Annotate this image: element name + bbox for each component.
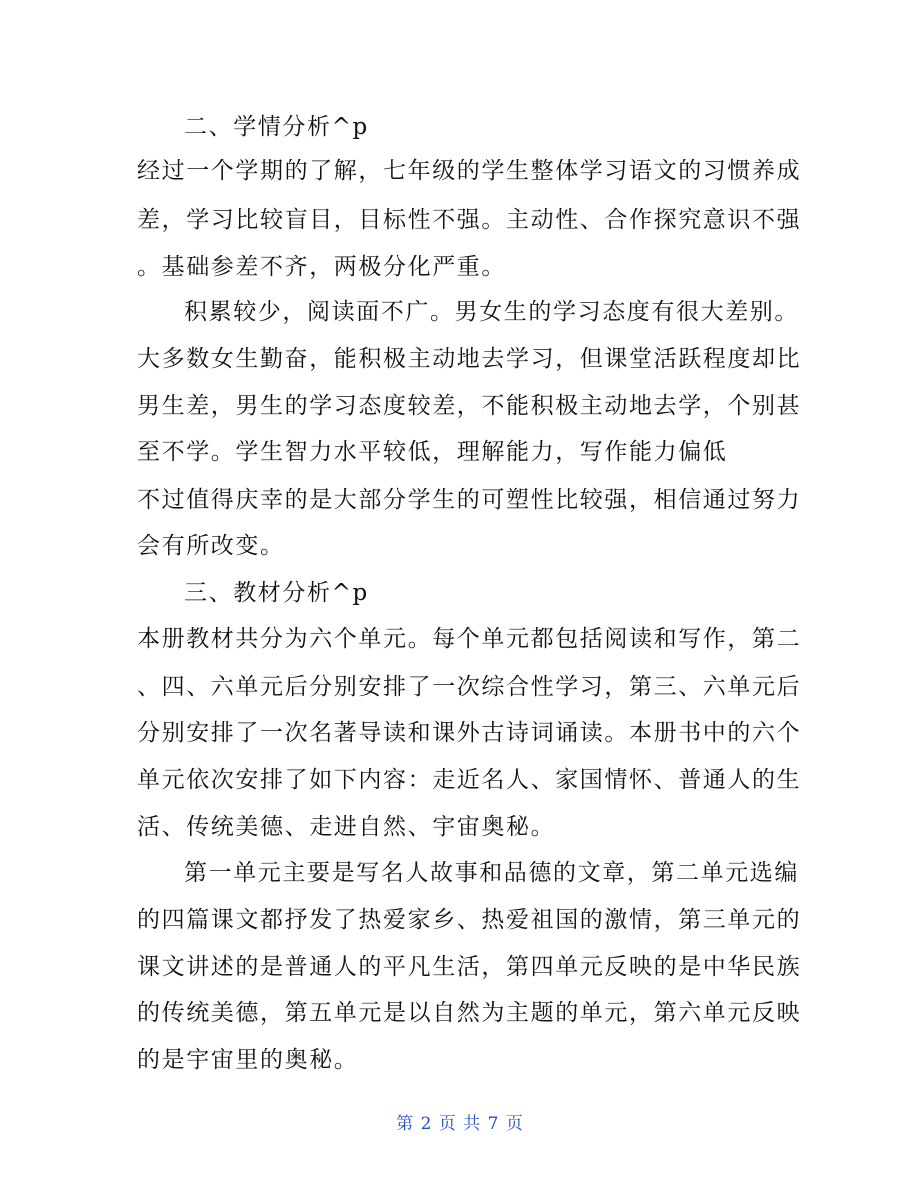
text-line: 大多数女生勤奋，能积极主动地去学习，但课堂活跃程度却比 <box>137 346 802 372</box>
text-line: 会有所改变。 <box>137 533 285 559</box>
text-line: 积累较少，阅读面不广。男女生的学习态度有很大差别。 <box>184 299 799 325</box>
text-line: 本册教材共分为六个单元。每个单元都包括阅读和写作，第二 <box>137 626 802 652</box>
page-number-footer: 第 2 页 共 7 页 <box>396 1114 524 1134</box>
section-heading-learning-analysis: 二、学情分析^p <box>184 114 369 140</box>
text-line: 分别安排了一次名著导读和课外古诗词诵读。本册书中的六个 <box>137 720 802 746</box>
text-line: 至不学。学生智力水平较低，理解能力，写作能力偏低 <box>137 439 728 465</box>
text-line: 经过一个学期的了解，七年级的学生整体学习语文的习惯养成 <box>137 158 802 184</box>
text-line: 的四篇课文都抒发了热爱家乡、热爱祖国的激情，第三单元的 <box>137 907 802 933</box>
text-line: 男生差，男生的学习态度较差，不能积极主动地去学，个别甚 <box>137 393 802 419</box>
section-heading-textbook-analysis: 三、教材分析^p <box>184 580 369 606</box>
text-line: 活、传统美德、走进自然、宇宙奥秘。 <box>137 814 556 840</box>
text-line: 单元依次安排了如下内容：走近名人、家国情怀、普通人的生 <box>137 767 802 793</box>
text-line: 的是宇宙里的奥秘。 <box>137 1047 359 1073</box>
text-line: 差，学习比较盲目，目标性不强。主动性、合作探究意识不强 <box>137 207 802 233</box>
text-line: 的传统美德，第五单元是以自然为主题的单元，第六单元反映 <box>137 1000 802 1026</box>
text-line: 课文讲述的是普通人的平凡生活，第四单元反映的是中华民族 <box>137 954 802 980</box>
text-line: 不过值得庆幸的是大部分学生的可塑性比较强，相信通过努力 <box>137 487 802 513</box>
text-line: 、四、六单元后分别安排了一次综合性学习，第三、六单元后 <box>137 674 802 700</box>
text-line: 第一单元主要是写名人故事和品德的文章，第二单元选编 <box>184 860 799 886</box>
text-line: 。基础参差不齐，两极分化严重。 <box>137 254 506 280</box>
